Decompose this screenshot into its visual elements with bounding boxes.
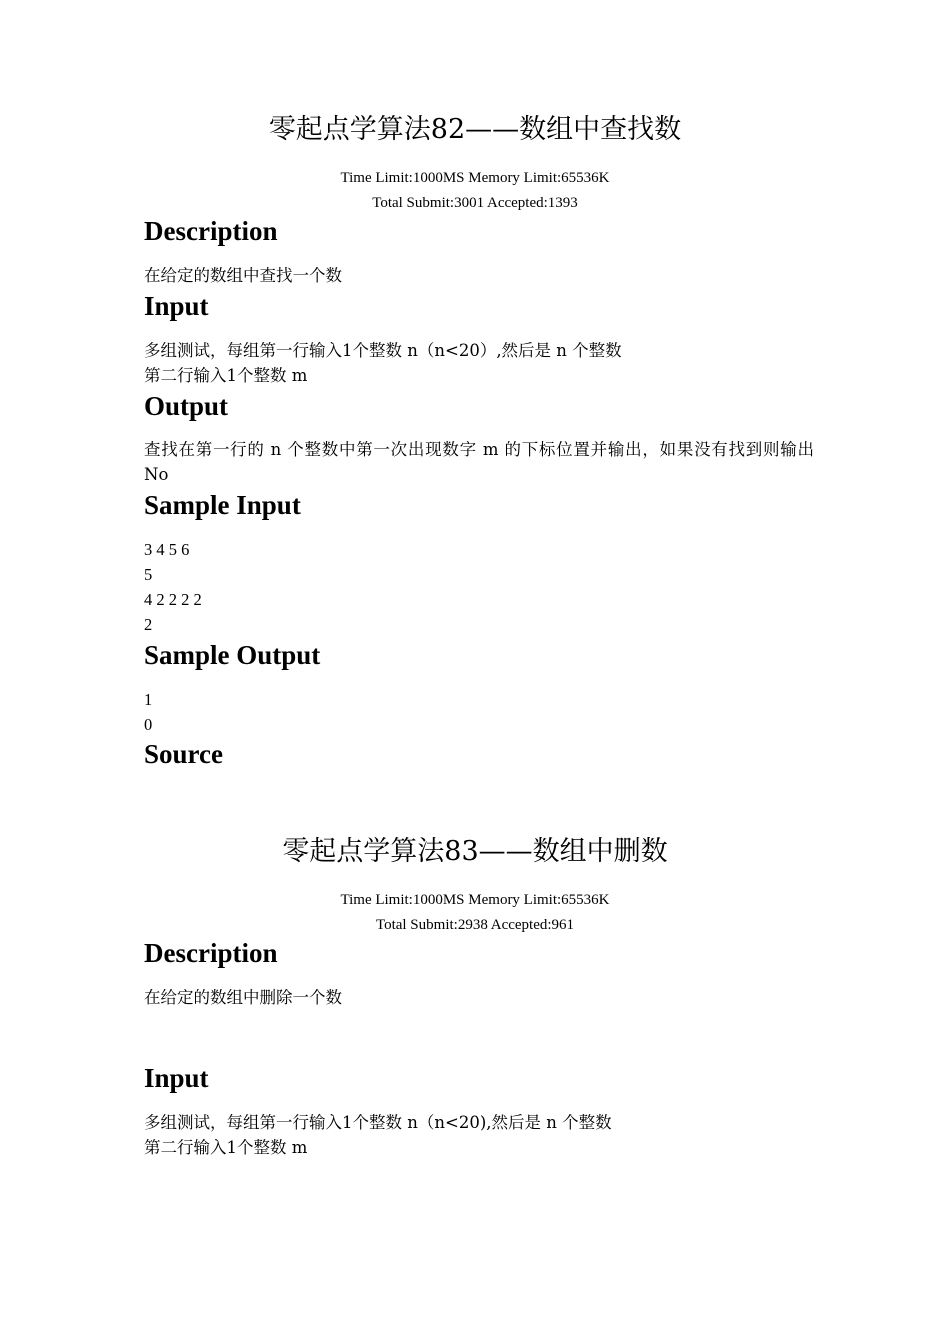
sample-input-line: 5: [144, 565, 153, 584]
problem-82-limits: Time Limit:1000MS Memory Limit:65536K: [340, 170, 610, 186]
description-text: 在给定的数组中删除一个数: [144, 988, 342, 1007]
problem-83-title: 零起点学算法83——数组中删数: [282, 836, 668, 867]
problem-82-description-heading: Description: [144, 216, 278, 246]
problem-82-title: 零起点学算法82——数组中查找数: [268, 114, 682, 145]
problem-82-input-heading: Input: [144, 291, 209, 321]
input-line: 第二行输入1个整数 m: [144, 366, 308, 385]
problem-82-sample-output: [144, 687, 814, 737]
problem-82-output-heading: Output: [144, 391, 229, 421]
sample-output-line: 0: [144, 715, 153, 734]
problem-82-stats: Total Submit:3001 Accepted:1393: [372, 195, 578, 211]
sample-input-line: 3 4 5 6: [144, 540, 190, 559]
problem-83-input: [144, 1110, 814, 1160]
output-text: 查找在第一行的 n 个整数中第一次出现数字 m 的下标位置并输出，如果没有找到则输出 No: [144, 440, 814, 484]
input-line: 多组测试，每组第一行输入1个整数 n（n<20),然后是 n 个整数: [144, 1113, 612, 1132]
input-line: 多组测试，每组第一行输入1个整数 n（n<20）,然后是 n 个整数: [144, 341, 622, 360]
input-line: 第二行输入1个整数 m: [144, 1138, 308, 1157]
problem-82-output: [144, 437, 814, 487]
problem-82-source-heading: Source: [144, 739, 223, 769]
problem-83-limits: Time Limit:1000MS Memory Limit:65536K: [340, 892, 610, 908]
problem-83-description-heading: Description: [144, 938, 278, 968]
problem-82-sample-output-heading: Sample Output: [144, 640, 321, 670]
problem-82-input: [144, 338, 814, 388]
problem-83-input-heading: Input: [144, 1063, 209, 1093]
sample-input-line: 4 2 2 2 2: [144, 590, 202, 609]
sample-input-line: 2: [144, 615, 153, 634]
problem-83-stats: Total Submit:2938 Accepted:961: [375, 917, 575, 933]
problem-82-sample-input: [144, 537, 814, 637]
problem-83-description: [144, 985, 814, 1010]
problem-82-description: [144, 263, 814, 288]
problem-82-sample-input-heading: Sample Input: [144, 490, 301, 520]
sample-output-line: 1: [144, 690, 153, 709]
description-text: 在给定的数组中查找一个数: [144, 266, 342, 285]
